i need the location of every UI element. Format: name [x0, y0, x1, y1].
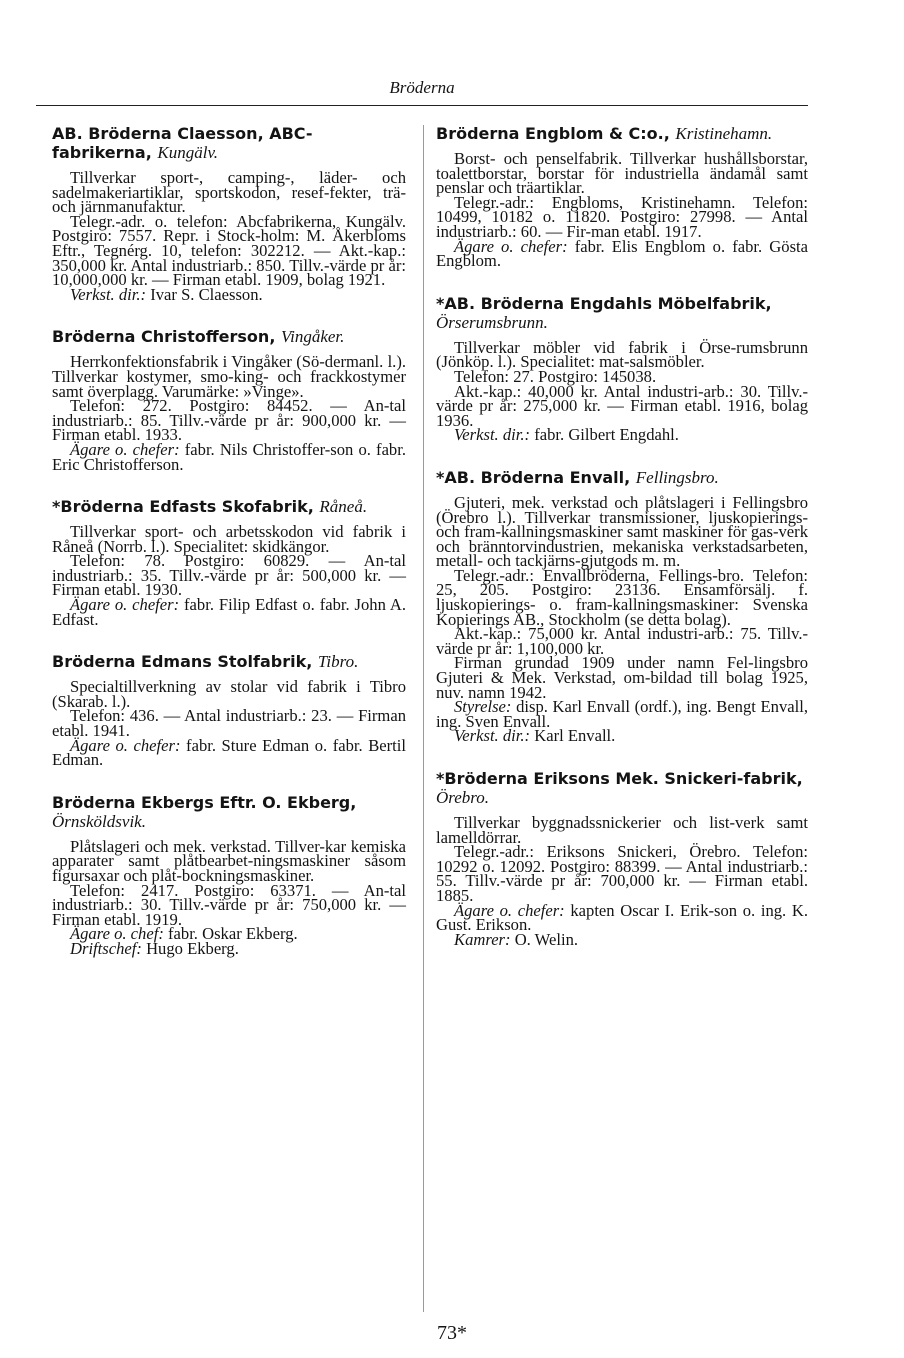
company-paragraph: Telegr.-adr.: Envallbröderna, Fellings-bro. Telefon: 25, 205. Postgiro: 23136. Ensamförsälj. f. ljuskopierings- o. fram-kallningsmaskiner: Svenska Kopierings AB., Stockholm (se detta bolag). [436, 565, 808, 629]
company-location: Tibro. [317, 652, 359, 672]
company-entry [52, 497, 406, 627]
people-names: Hugo Ekberg. [146, 938, 239, 958]
people-names: fabr. Elis Engblom o. fabr. Gösta Engblom. [436, 236, 809, 271]
company-location: Kristinehamn. [675, 124, 773, 143]
company-name: *Bröderna Eriksons Mek. Snickeri-fabrik, [436, 769, 803, 788]
company-name: Bröderna Edmans Stolfabrik, [52, 652, 313, 672]
people-role: Ägare o. chefer: [454, 900, 565, 920]
people-names: fabr. Oskar Ekberg. [168, 924, 298, 944]
company-location: Örserumsbrunn. [436, 312, 548, 332]
company-paragraph: Telefon: 272. Postgiro: 84452. — An-tal industriarb.: 85. Tillv.-värde pr år: 900,000 kr. — Firman etabl. 1933. [52, 396, 406, 445]
company-location: Örebro. [436, 788, 490, 807]
company-paragraph: Tillverkar byggnadssnickerier och list-verk samt lamelldörrar. [436, 813, 808, 847]
people-role: Ägare o. chefer: [70, 439, 180, 459]
company-people [52, 284, 406, 304]
company-entry [436, 124, 808, 269]
left-column [52, 124, 406, 957]
company-paragraph: Tillverkar möbler vid fabrik i Örse-rumsbrunn (Jönköp. l.). Specialitet: mat-salsmöbler. [436, 337, 808, 372]
people-names: O. Welin. [514, 929, 579, 949]
company-entry [52, 793, 406, 957]
company-heading [52, 497, 406, 516]
entry-spacer [52, 627, 406, 652]
company-people [436, 236, 809, 271]
entry-spacer [52, 302, 406, 327]
company-paragraph: Tillverkar sport- och arbetsskodon vid fabrik i Råneå (Norrb. l.). Specialitet: skidkängor. [52, 522, 406, 556]
people-role: Ägare o. chefer: [70, 595, 180, 615]
company-entry [436, 294, 808, 443]
entry-spacer [436, 443, 808, 468]
company-paragraph: Plåtslageri och mek. verkstad. Tillver-kar kemiska apparater samt plåtbearbet-ningsmaskiner såsom figursaxar och plåt-bockningsmaskiner. [52, 836, 406, 885]
people-names: fabr. Nils Christoffer-son o. fabr. Eric Christofferson. [52, 439, 406, 474]
people-role: Verkst. dir.: [70, 284, 147, 304]
company-name: *AB. Bröderna Engdahls Möbelfabrik, [436, 293, 772, 313]
company-people [436, 697, 808, 731]
company-entry [436, 468, 808, 744]
company-heading [52, 124, 406, 162]
people-names: kapten Oscar I. Erik-son o. ing. K. Gust. Erikson. [436, 900, 808, 935]
company-people [52, 938, 406, 958]
company-people [436, 726, 808, 746]
company-name: *AB. Bröderna Envall, [436, 467, 631, 487]
entry-spacer [52, 472, 406, 497]
company-people [436, 929, 808, 949]
right-column [436, 124, 808, 947]
company-entry [436, 769, 808, 947]
company-paragraph: Herrkonfektionsfabrik i Vingåker (Sö-dermanl. l.). Tillverkar kostymer, smo-king- och frackkostymer samt överplagg. Varumärke: »Vinge». [52, 352, 406, 401]
company-heading [52, 652, 406, 671]
company-paragraph: Telegr.-adr.: Eriksons Snickeri, Örebro. Telefon: 10292 o. 12092. Postgiro: 88399. — Antal industriarb.: 55. Tillv.-värde pr år: 700,000 kr. — Firman etabl. 1885. [436, 842, 808, 905]
company-paragraph: Telefon: 2417. Postgiro: 63371. — An-tal industriarb.: 30. Tillv.-värde pr år: 750,000 kr. — Firman etabl. 1919. [52, 880, 406, 929]
people-role: Driftschef: [70, 938, 142, 958]
company-paragraph: Borst- och penselfabrik. Tillverkar hushållsborstar, toalettborstar, borstar för industriella ändamål samt penslar och träartiklar. [436, 149, 808, 198]
company-entry [52, 124, 406, 302]
people-role: Verkst. dir.: [454, 726, 531, 746]
company-heading [52, 327, 406, 346]
people-names: fabr. Sture Edman o. fabr. Bertil Edman. [52, 735, 406, 770]
people-role: Styrelse: [454, 697, 512, 717]
people-role: Verkst. dir.: [454, 425, 531, 445]
company-paragraph: Telegr.-adr. o. telefon: Abcfabrikerna, Kungälv. Postgiro: 7557. Repr. i Stock-holm: M. Åkerbloms Eftr., Tegnérg. 10, telefon: 302212. — Akt.-kap.: 350,000 kr. Antal industriarb.: 850. Tillv.-värde pr år: 10,000,000 kr. — Firman etabl. 1909, bolag 1921. [52, 211, 406, 290]
running-header: Bröderna [389, 78, 455, 97]
page-number: 73* [437, 1322, 467, 1344]
company-paragraph: Gjuteri, mek. verkstad och plåtslageri i Fellingsbro (Örebro l.). Tillverkar transmissioner, ljuskopierings- och fram-kallningsmaskiner samt maskiner för gas-verk och bränntorvindustrien, mekaniska verkstadsarbeten, metall- och tackjärns-gjutgods m. m. [436, 492, 808, 571]
company-name: Bröderna Ekbergs Eftr. O. Ekberg, [52, 792, 357, 812]
company-location: Vingåker. [280, 327, 345, 347]
people-names: fabr. Gilbert Engdahl. [534, 425, 679, 445]
company-paragraph: Firman grundad 1909 under namn Fel-lingsbro Gjuteri & Mek. Verkstad, om-bildad till bolag 1925, nuv. namn 1942. [436, 653, 808, 702]
company-paragraph: Telefon: 436. — Antal industriarb.: 23. — Firman etabl. 1941. [52, 706, 406, 741]
company-people [52, 439, 406, 474]
company-paragraph: Specialtillverkning av stolar vid fabrik i Tibro (Skarab. l.). [52, 677, 406, 711]
company-heading [436, 468, 808, 487]
company-name: Bröderna Engblom & C:o., [436, 124, 670, 143]
company-paragraph: Telefon: 27. Postgiro: 145038. [454, 366, 657, 386]
company-name: *Bröderna Edfasts Skofabrik, [52, 497, 314, 517]
company-entry [52, 327, 406, 472]
company-people [52, 735, 406, 770]
column-divider [423, 125, 424, 1312]
people-names: disp. Karl Envall (ordf.), ing. Bengt Envall, ing. Sven Envall. [436, 697, 808, 731]
company-people [436, 425, 808, 445]
company-people [52, 595, 406, 629]
people-role: Kamrer: [454, 929, 511, 949]
company-paragraph: Akt.-kap.: 40,000 kr. Antal industri-arb.: 30. Tillv.-värde pr år: 275,000 kr. — Firman etabl. 1916, bolag 1936. [436, 381, 808, 430]
entry-spacer [52, 768, 406, 793]
people-names: Ivar S. Claesson. [150, 284, 263, 304]
company-name: AB. Bröderna Claesson, ABC-fabrikerna, [52, 124, 313, 162]
company-location: Råneå. [319, 497, 368, 517]
people-role: Ägare o. chef: [70, 924, 164, 944]
people-role: Ägare o. chefer: [70, 735, 181, 755]
company-paragraph: Telegr.-adr.: Engbloms, Kristinehamn. Telefon: 10499, 10182 o. 11820. Postgiro: 27998. — Antal industriarb.: 60. — Fir-man etabl. 1917. [436, 192, 808, 241]
company-location: Fellingsbro. [635, 467, 719, 487]
entry-spacer [436, 269, 808, 294]
people-role: Ägare o. chefer: [454, 236, 568, 256]
company-heading [436, 294, 808, 332]
company-entry [52, 652, 406, 768]
company-location: Örnsköldsvik. [52, 811, 146, 831]
company-name: Bröderna Christofferson, [52, 327, 276, 347]
company-location: Kungälv. [157, 143, 218, 162]
company-people [436, 900, 808, 935]
company-paragraph: Telefon: 78. Postgiro: 60829. — An-tal industriarb.: 35. Tillv.-värde pr år: 500,000 kr. — Firman etabl. 1930. [52, 551, 406, 600]
header-rule [36, 105, 808, 106]
company-heading [436, 769, 808, 807]
company-heading [52, 793, 406, 831]
entry-spacer [436, 744, 808, 769]
people-names: Karl Envall. [534, 726, 616, 746]
company-paragraph: Akt.-kap.: 75,000 kr. Antal industri-arb.: 75. Tillv.-värde pr år: 1,100,000 kr. [436, 624, 808, 658]
people-names: fabr. Filip Edfast o. fabr. John A. Edfast. [52, 595, 406, 629]
company-paragraph: Tillverkar sport-, camping-, läder- och sadelmakeriartiklar, sportskodon, resef-fekter, trä- och järnmanufaktur. [52, 168, 406, 217]
company-heading [436, 124, 808, 143]
